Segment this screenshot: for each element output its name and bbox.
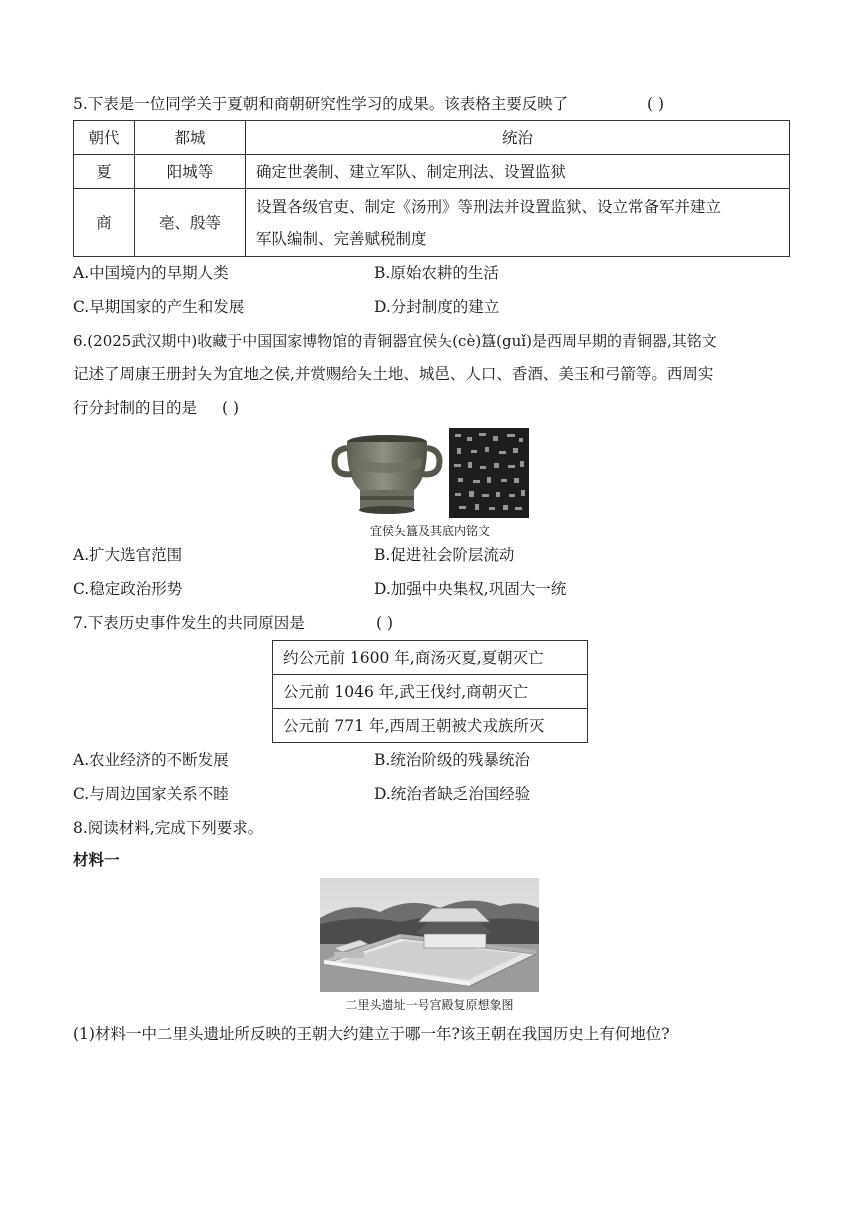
q6-option-d: D.加强中央集权,巩固大一统	[374, 580, 567, 598]
q5-header-rule: 统治	[246, 121, 790, 155]
q7-stem: 7.下表历史事件发生的共同原因是	[73, 614, 305, 632]
q7-row-1: 约公元前 1600 年,商汤灭夏,夏朝灭亡	[273, 641, 588, 675]
q6-stem-line3: 行分封制的目的是	[73, 399, 198, 417]
q6-image-caption: 宜侯夨簋及其底内铭文	[369, 524, 490, 538]
q7-row-2: 公元前 1046 年,武王伐纣,商朝灭亡	[273, 675, 588, 709]
q5-header-capital: 都城	[135, 121, 246, 155]
q7-option-c: C.与周边国家关系不睦	[73, 785, 229, 803]
q5-cell-xia-rule: 确定世袭制、建立军队、制定刑法、设置监狱	[246, 155, 790, 189]
q6-option-a: A.扩大选官范围	[73, 546, 183, 564]
q6-stem-line1: 6.(2025武汉期中)收藏于中国国家博物馆的青铜器宜侯夨(cè)簋(guǐ)是西周早期的青铜器,其铭文	[73, 332, 717, 350]
q5-option-b: B.原始农耕的生活	[374, 264, 499, 282]
q7-row-3: 公元前 771 年,西周王朝被犬戎族所灭	[273, 709, 588, 743]
inscription-rubbing-image	[449, 428, 529, 518]
q5-option-c: C.早期国家的产生和发展	[73, 298, 245, 316]
q8-material-label: 材料一	[73, 851, 120, 869]
palace-reconstruction-image	[320, 878, 539, 992]
q5-cell-shang-capital: 亳、殷等	[135, 189, 246, 257]
q5-cell-shang-rule	[246, 189, 790, 257]
q7-answer-paren: ( )	[376, 614, 394, 632]
q8-question-1: (1)材料一中二里头遗址所反映的王朝大约建立于哪一年?该王朝在我国历史上有何地位?	[73, 1025, 670, 1043]
q5-cell-shang: 商	[74, 189, 135, 257]
q7-table	[272, 640, 588, 743]
q5-cell-shang-rule-line1: 设置各级官吏、制定《汤刑》等刑法并设置监狱、设立常备军并建立	[256, 197, 722, 216]
q7-option-a: A.农业经济的不断发展	[73, 751, 229, 769]
q8-image-caption: 二里头遗址一号宫殿复原想象图	[345, 998, 514, 1012]
q6-option-b: B.促进社会阶层流动	[374, 546, 515, 564]
q8-stem: 8.阅读材料,完成下列要求。	[73, 819, 264, 837]
q5-stem: 5.下表是一位同学关于夏朝和商朝研究性学习的成果。该表格主要反映了	[73, 95, 569, 113]
q7-option-d: D.统治者缺乏治国经验	[374, 785, 531, 803]
q5-cell-xia: 夏	[74, 155, 135, 189]
q5-header-dynasty: 朝代	[74, 121, 135, 155]
q5-answer-paren: ( )	[647, 95, 665, 113]
q6-option-c: C.稳定政治形势	[73, 580, 183, 598]
q5-option-a: A.中国境内的早期人类	[73, 264, 229, 282]
q7-option-b: B.统治阶级的残暴统治	[374, 751, 530, 769]
q5-cell-xia-capital: 阳城等	[135, 155, 246, 189]
q5-table	[73, 120, 790, 257]
q6-stem-line2: 记述了周康王册封夨为宜地之侯,并赏赐给夨土地、城邑、人口、香酒、美玉和弓箭等。西周实	[73, 365, 714, 383]
bronze-gui-image	[330, 428, 445, 518]
q5-option-d: D.分封制度的建立	[374, 298, 500, 316]
q5-cell-shang-rule-line2: 军队编制、完善赋税制度	[256, 229, 427, 248]
q6-answer-paren: ( )	[222, 399, 240, 417]
